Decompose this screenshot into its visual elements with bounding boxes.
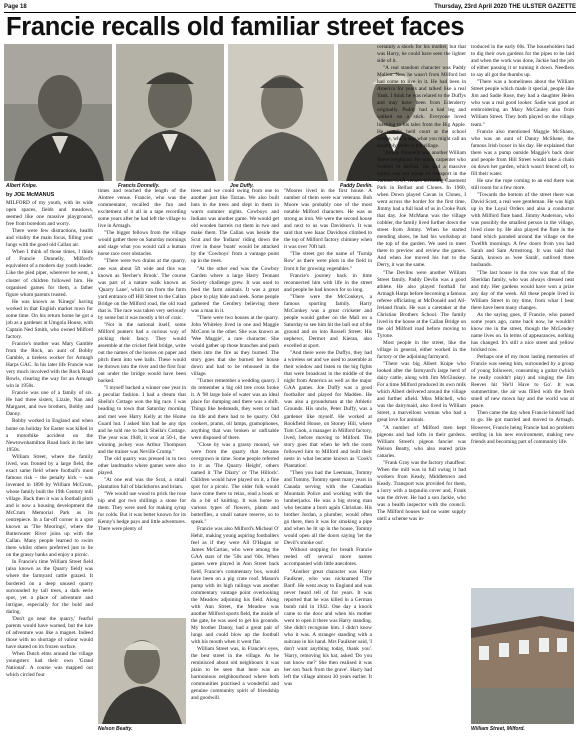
paragraph: Perhaps one of my most lasting memories of Francie was seeing him, surrounded by a group of young followers, consuming a guitar (which he really couldn't play) and singing the Jim Reeves hit 'He'll Have to Go'. It was summertime, the air was filled with the fresh smell of new mown hay and the world was at peace.	[471, 354, 574, 410]
article-column-5	[377, 44, 466, 733]
caption-albert-knipe: Albert Knipe.	[6, 183, 38, 189]
page-number: Page 18	[4, 4, 27, 10]
paragraph: "Towards the bottom of the street there was David Scott, a real wee gentleman. He was high up in the Loyal Orders and also a conductor with Milford flute band. Jimmy Anderson, who was possibly the smallest person in the village, lived close by. He also played the flute in the band which paraded around the village on the Twelfth mornings. A few doors from you had Sarah and Sam Armstrong. It was said that Sarah, known as 'wee Sarah', outlived three husbands.	[471, 191, 574, 269]
paragraph: Francie's journey back in time reconnected him with life in the street and people he had known for so long.	[284, 272, 372, 293]
paragraph: "Not in the national itself, some Milford punters had a curious way of picking their fancy. They would assemble at the cricket field bridge, write out the names of the horses on paper and pitch them into wee balls. These would be thrown into the river and the first four out under the bridge would have been backed.	[98, 321, 186, 385]
paragraph: "At one end was the Scut, a small plantation full of blackthorns and briars.	[98, 476, 186, 490]
paragraph: He was known as 'Kinego' having worked in that English market town for some time. On his return home he got a job as a gardener at Umgola House, with Captain Ned Smith, who owned Milford factory.	[6, 298, 93, 340]
paragraph: times and reached the length of the Aintree venue. Francie, who was the commentator, recalled the fun and excitement of it all in a tape recording some years after he had left the village to live in Armagh.	[98, 188, 186, 230]
caption-francis-donnelly: Francis Donnelly.	[118, 183, 160, 189]
caption-joe-duffy: Joe Duffy.	[230, 183, 254, 189]
paragraph: William Street was, in Francie's eyes, the best street in the village. As he reminisced about old neighbours it was plain to be seen that here was an harmonious neighbourhood where both communities practised a wonderful and genuine community spirit of friendship and goodwill.	[191, 646, 279, 702]
paragraph: "There was big Albert Knipe who looked after the farmyard's large herd of dairy cattle, along with Jim McGluskey. For a time Milford produced its own milk which Albert delivered around the village and further afield. Miss Mitchell, who was the dairymaid, also lived in William Street, a marvellous woman who had a great love for animals.	[377, 361, 466, 424]
paragraph: "Frank Gray was the factory chauffeur. When the mill was in full swing it had workers from Keady, Middletown and Keady. Transport was provided for them, a lorry with a tarpaulin cover and, Frank was the driver. He had a son Jackie, who was a health inspector with the council. The Milford houses had no water supply until a scheme was in-	[377, 459, 466, 523]
paragraph: Then came the day when Francie himself had to go. He got married and moved to Armagh. However, Francie being Francie had no problem settling in his new environment, making new friends and becoming part of community life.	[471, 410, 574, 445]
paragraph: Francie was also Milford's Micheal O' Hehir, making young aspiring footballers feel as if they were All O'Hagan or James McCartan, who were among the GAA stars of the '50s and '60s. When games were played in Ann Street back field, Francie's commentary box, would have been on a pig crate roof. Mason's pump with its high railings was another commentary vantage point overlooking the Meadow adjoining his field. Along with Ann Street, the Meadow was another Milford sports field, the inside of the gate, he was used to get his grounds. My brother Danny, had a great pair of lungs and could blow up the football with his mouth when it went flat.	[191, 526, 279, 645]
paragraph: "There were two houses at the quarry. John Whiteley lived in one and Maggie McConn in the other. She was known as 'Wee Maggie', a rare character. She would gather up those branches and push them into the fire as they burned. The story goes that she burned her house down and had to be rehoused in the village.	[191, 314, 279, 378]
byline: by JOE McMANUS	[6, 192, 55, 198]
paragraph: "There was a homeliness about the William Street people which made it special, people like Jim and Sadie Rose, they had a daughter Helen who was a real good looker. Sadie was good at embroidering an Mary McCauley also from William Street. They both played on the village team."	[471, 79, 574, 128]
paragraph: The old quarry was pressed in to two other landmarks where games were also played.	[98, 455, 186, 476]
paragraph: "A real standout character was Paddy Mallon. Now he wasn't from Milford but had come to live in it. He had been in America for years and talked like a real Yank. I think he was related to the Duffys and may have been from Edenderry originally. Paddy had a bad leg and walked on a stick. Everyone loved listening to his tales from the Big Apple. He usually held court at the school bridge, which was what you might call an assembly point in the village.	[377, 65, 466, 149]
paragraph: "The street got the name of 'Turnip Row' as there were plots in the field in front it for growing vegetables."	[284, 251, 372, 272]
paragraph: Francie also mentioned Maggie McShane, who was an aunt of Danny McShane, the famous Irish boxer in his day. He explained that there was a pump outside Maggie's back door and people from Hill Street would take a chain on down her garden, which wasn't fenced off, to fill their water.	[471, 128, 574, 177]
paragraph: trees and we could swing from one to another just like Tarzan. We also built huts in the trees and slept in them in warm summer nights. Cowboys and Indians was another game. We would get old wooden barrels cut them in two and make them. The Callan was beside the Scut and the 'Indians' riding down the river in those 'boats' would be attacked by the 'Cowboys' from a vantage point up in the trees.	[191, 188, 279, 265]
photo-albert-knipe	[4, 44, 112, 181]
photo-francis-donnelly	[116, 44, 224, 181]
paragraph: Francie was one of a family of six. He had three sisters, Lizzie, Nan and Margaret, and two brothers, Bobby and Danny.	[6, 390, 93, 418]
paragraph: "And there were the Duffys, they had a wireless set and we used to assemble at their window and listen to the big fights that were broadcast in the middle of the night from America as well as the major GAA games. Joe Duffy was a good footballer and played for Madden. He was also a groundsman at the Athletic Grounds. His uncle, Peter Duffy, was a gardener like myself. He worked at Rookfield House, on Stoney Hill, where Tom Cook, a manager in Milford factory, lived, before moving to Milford. The story goes that when he left the roots followed him to Milford and built their nests in what became known as 'Cook's Plantation'.	[284, 350, 372, 469]
paragraph: "We would use wood to prick the rose hip and got two shillings a stone for them. They were used for making syrup for colds. But it was better known for its Kenny's hedge pays and little adventures. There were plenty of	[98, 491, 186, 533]
paragraph: "Turner remember a wedding quarry. I do remember a big old tree cross broke it. A '98 large hole of water was an ideal place for dumping and there was a shift. Things like bedsteads, they went or had no life and there had to be quarry. Old cookers, prams, oil lamps, gramophones, anything that was broken or unfixable were disposed of there.	[191, 378, 279, 441]
article-column-3	[191, 188, 279, 733]
paragraph: troduced in the early 60s. The householders had to dig their own gardens for the pipes to be laid and when the work was done, Jackie had the job of either passing it or turning it down. Needless to say all got the thumbs up.	[471, 44, 574, 79]
paragraph: As the saying goes, if Francie, who passed some years ago, came back now, he wouldn't know me in the street, though the McLendey name lives on. In terms of appearances, nothing has changed. It's still a nice street and yellow bricked row.	[471, 311, 574, 354]
paragraph: There were few distractions, health and vitality the main focus, filling your lungs with the good old Callan air.	[6, 228, 93, 249]
paragraph: "I myself backed a winner one year in a peculiar fashion. I had a dream that Sheila's Cottage won the big race. I was heading to town that Saturday morning and met wee Harry Kelly at the Home Guard hut. I asked him had he any tips and he told me to back Sheila's Cottage. The year was 1948, it won at 50-1, the winning jockey was Arthur Thompson and the trainer was Neville Crump."	[98, 385, 186, 455]
paragraph: "Close by was a grassy mound, we were from the quarry that became overgrown in time. Some people referred to it as 'The Quarry Height', others named it 'The Diarry' or 'The Hillock'. Children would have played on it, a fine spot for a picnic. The older folk would have come there to relax, read a book or do a bit of knitting. It was home to various types of flowers, plants and butterflies, a small nature reserve, so to speak."	[191, 441, 279, 526]
paragraph: "There were two drains at the quarry, one was about 5ft wide and this was known as 'Becher's Brook'. The course was part of a nature walk known as 'Quarry Lane', which ran from the farm yard entrance off Hill Street to the Callan Bridge on the Milford road, the old road that is. The race was taken very seriously by some but it was mostly a bit of craic.	[98, 258, 186, 321]
photo-william-street	[471, 588, 574, 724]
photo-nelson-beatty	[98, 618, 186, 724]
paragraph: Without stopping for breath Francie reeled off several more names accompanied with little anecdotes.	[284, 547, 372, 568]
paragraph: 'Don't go near the quarry,' fearful parents would have warned, but the lure of adventure was like a magnet. Indeed those with no shortage of valour would have skated on its frozen surface.	[6, 615, 93, 650]
paragraph: "The last house in the row was that of the Sheridan family, who was always dressed neat and tidy. Her gardens would have won a prize any day of the week. All these people lived in William Street in my time, from what I hear there have been many changes.	[471, 269, 574, 311]
paragraph: When Dutch elms around the village youngsters had their own 'Grand National'. A course was mapped out which circled four	[6, 651, 93, 679]
page-header	[4, 2, 576, 12]
paragraph: "Moores lived in the first house. A number of them were war veterans. Bob Moore was probably one of the most notable Milford characters. He was as strong as iron. We were the second house and next to us was Davidson's. It was said that wee Isaac Davidson climbed to the top of Milford factory chimney when it was over 70ft tall.	[284, 188, 372, 251]
paragraph: In Francie's time William Street field (also known as the Quarry field) was where the farmyard cattle grazed. It bordered on a deep unused quarry surrounded by tall trees, a dark eerie spot, yet a place of adventure and intrigue, especially for the bold and daring.	[6, 559, 93, 615]
paragraph: "The Devlins were another William Street family. Paddy Devlin was a good athlete. He also played football for Armagh Harps before becoming a famous referee officiating at McDonald and All-Ireland finals. He was a caretaker at the Christian Brothers School. The family lived in the house at the Callan Bridge on the old Milford road before moving to Tyrone.	[377, 269, 466, 339]
photo-joe-duffy	[228, 44, 334, 181]
paragraph: "Jimmy Donnelly was another William Street neighbour. He was a carpenter who worked in Belfast. He had a massive which was our mode of transport in the various GAA venues including Casement Park in Belfast and Clones. In 1960, when Down played Cavan in Clones, I went across the border for the first time, Jimmy had a full load of us in Croke Park that day. Joe McMann was the village cobbler, the family lived further down the street from Jimmy. When he started mending shoes, he had his workshop at the top of the garden. We used to meet there to preview and review the games. And when Joe moved his hut to the Derry, it was the same.	[377, 149, 466, 269]
paragraph: "A number of Milford men kept pigeons and had lofts in their gardens. William Street's pigeon fancier was Nelson Beatty, who also reared prize canaries.	[377, 424, 466, 459]
article-column-2	[98, 188, 186, 614]
paragraph: Francie's mother was Mary Gamble from the Rock, an aunt of Bobby Gamble, a tireless worker for Armagh Harps GAC. In his later life Francie was very much involved with the Rock Road Bowls, clearing the way for an Armagh win in 1950s.	[6, 340, 93, 390]
caption-paddy-devlin: Paddy Devlin.	[340, 183, 373, 189]
caption-nelson-beatty: Nelson Beatty.	[98, 726, 133, 732]
paragraph: When I think of those times, I think of Francie Donnelly, Milford's equivalent of a modern day youth leader. Like the pied piper, wherever he went, a cluster of children followed him. He organised games for them, a father figure whom parents trusted.	[6, 249, 93, 298]
paragraph: "Another great character was Harry Faulkner, who was nicknamed 'The Bard'. He went away to England and was never heard tell of for years. It was reported that he was killed in a German bomb raid in 1942. One day a knock came to the door and when his mother went to open it there was Harry standing. She didn't recognise him. I didn't know who it was. A stranger standing with a suitcase in his hand. Mrs Faulkner said, 'I don't want anything today, thank you'. 'Harry, removing his hat, asked 'Do you not know me?' She then realised it was her son 'back from the grave'. Harry had left the village almost 30 years earlier. It was	[284, 568, 372, 688]
article-column-4	[284, 188, 372, 733]
paragraph: "Then you had the Leemans, Tommy and Tommy. Tommy spent many years in Canada serving with the Canadian Mountain Police and working with the lumberjacks. He was a big strong man who became a born again Christian. His brother Jordan, a plumber, would often go there, then it was for smoking a pipe and when he lit up in the house, Tommy would open all the doors saying 'let the Devil's smoke out'.	[284, 469, 372, 547]
paragraph: certainly a shock for his mother, but that was Harry, he could have seen the lighter side of it.	[377, 44, 466, 65]
paragraph: Bobby worked in England and when home on holiday for Easter was killed in a motorbike accident on the Newtownhamilton Road back in the late 1950s.	[6, 418, 93, 453]
paragraph: He saw the rope coming to an end there was still room for a few more.	[471, 177, 574, 191]
paragraph: "The bigger fellows from the village would gather there on Saturday mornings and stage what you would call a human horse race over obstacles.	[98, 230, 186, 258]
article-column-6	[471, 44, 574, 584]
paragraph: William Street, where the family lived, was fronted by a large field, the exact same field where football's most famous risk – the penalty kick – was invented in 1890 by William McCrum, whose family built the 19th Century mill village. Back then it was a football pitch and is now a housing development the McCrum Memorial Park as its centrepiece. In a far-off corner is a spot known as 'The Moorings', where the Butterwater River joins up with the Callan. Many people learned to swim there whilst others preferred just to lie on the grassy banks and enjoy a picnic.	[6, 453, 93, 559]
article-column-1	[6, 200, 93, 733]
caption-william-street: William Street, Milford.	[471, 726, 525, 732]
paragraph: Most people in the street, like the village in general, either worked in the factory or the adjoining farmyard.	[377, 339, 466, 361]
page-date-and-paper: Thursday, 23rd April 2020 THE ULSTER GAZETTE	[434, 4, 576, 10]
page-headline: Francie recalls old familiar street faces	[6, 13, 465, 41]
paragraph: "At the other end was the Cowboy Garden where a large Harry Tennant Society challenge grew. It was used to feed the farm animals. It was a great place to play hide and seek. Some people gathered the Gentlery believing there was a man in it.	[191, 265, 279, 314]
paragraph: "There were the McConkeys, a famous sporting family. Harry McConkey was a great cricketer and people would gather on the Mall on a Saturday to see him hit the ball out of the ground and on into Russell Street. His nephews, Dermot and Kieran, also excelled at sport.	[284, 293, 372, 350]
paragraph: MILFORD of my youth, with its wide open spaces, fields and meadows, seemed like one massive playground, free from boredom and worry.	[6, 200, 93, 228]
